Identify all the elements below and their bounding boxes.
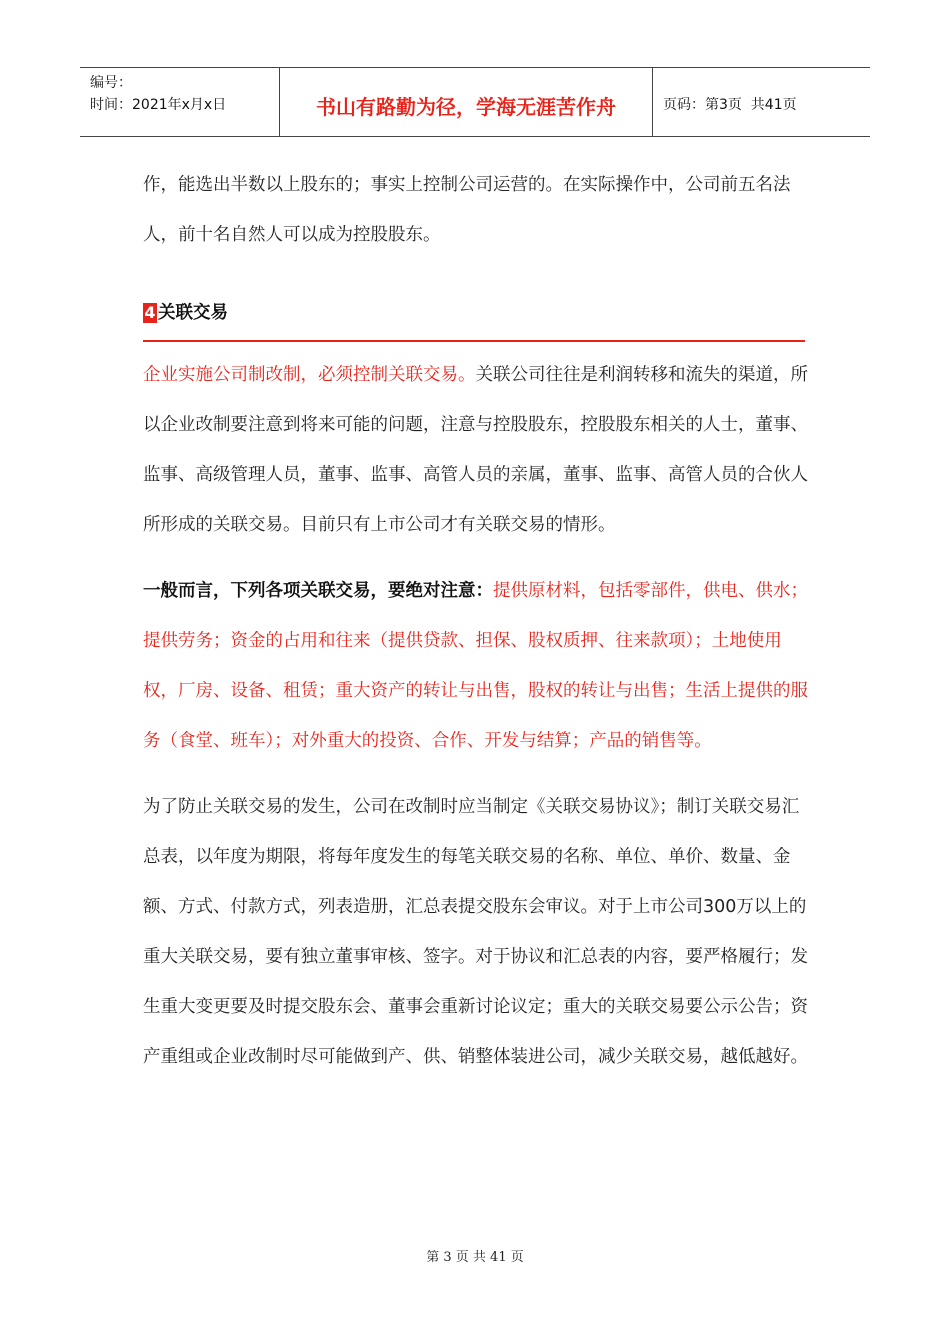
section-title: 关联交易 (158, 303, 228, 323)
section-heading (143, 288, 815, 338)
paragraph-1-body: 关联公司往往是利润转移和流失的渠道，所以企业改制要注意到将来可能的问题，注意与控股股东，控股股东相关的人士，董事、监事、高级管理人员，董事、监事、高管人员的亲属，董事、监事、高管人员的合伙人所形成的关联交易。目前只有上市公司才有关联交易的情形。 (143, 365, 808, 535)
date-label: 时间：2021年x月x日 (90, 97, 227, 113)
section-divider (143, 340, 805, 342)
paragraph-1-emphasis: 企业实施公司制改制，必须控制关联交易。 (143, 365, 476, 385)
paragraph-1 (143, 350, 815, 550)
section-number-badge: 4 (144, 303, 156, 322)
page-header (80, 67, 870, 137)
paragraph-3: 为了防止关联交易的发生，公司在改制时应当制定《关联交易协议》；制订关联交易汇总表，以年度为期限，将每年度发生的每笔关联交易的名称、单位、单价、数量、金额、方式、付款方式，列表造册，汇总表提交股东会审议。对于上市公司300万以上的重大关联交易，要有独立董事审核、签字。对于协议和汇总表的内容，要严格履行；发生重大变更要及时提交股东会、董事会重新讨论议定；重大的关联交易要公示公告；资产重组或企业改制时尽可能做到产、供、销整体装进公司，减少关联交易，越低越好。 (143, 797, 808, 1067)
paragraph-2-list: 提供原材料，包括零部件，供电、供水；提供劳务；资金的占用和往来（提供贷款、担保、股权质押、往来款项）；土地使用权，厂房、设备、租赁；重大资产的转让与出售，股权的转让与出售；生活上提供的服务（食堂、班车）；对外重大的投资、合作、开发与结算；产品的销售等。 (143, 581, 808, 751)
paragraph-2 (143, 566, 815, 766)
serial-label: 编号： (90, 75, 132, 91)
intro-paragraph: 作，能选出半数以上股东的；事实上控制公司运营的。在实际操作中，公司前五名法人，前十名自然人可以成为控股股东。 (143, 175, 791, 245)
document-body (143, 160, 815, 1082)
header-motto: 书山有路勤为径，学海无涯苦作舟 (280, 68, 653, 136)
page-footer: 第 3 页 共 41 页 (426, 1250, 524, 1265)
header-page-info: 页码：第3页 共41页 (663, 97, 797, 113)
paragraph-2-lead: 一般而言，下列各项关联交易，要绝对注意： (143, 581, 493, 601)
header-meta (80, 68, 280, 136)
